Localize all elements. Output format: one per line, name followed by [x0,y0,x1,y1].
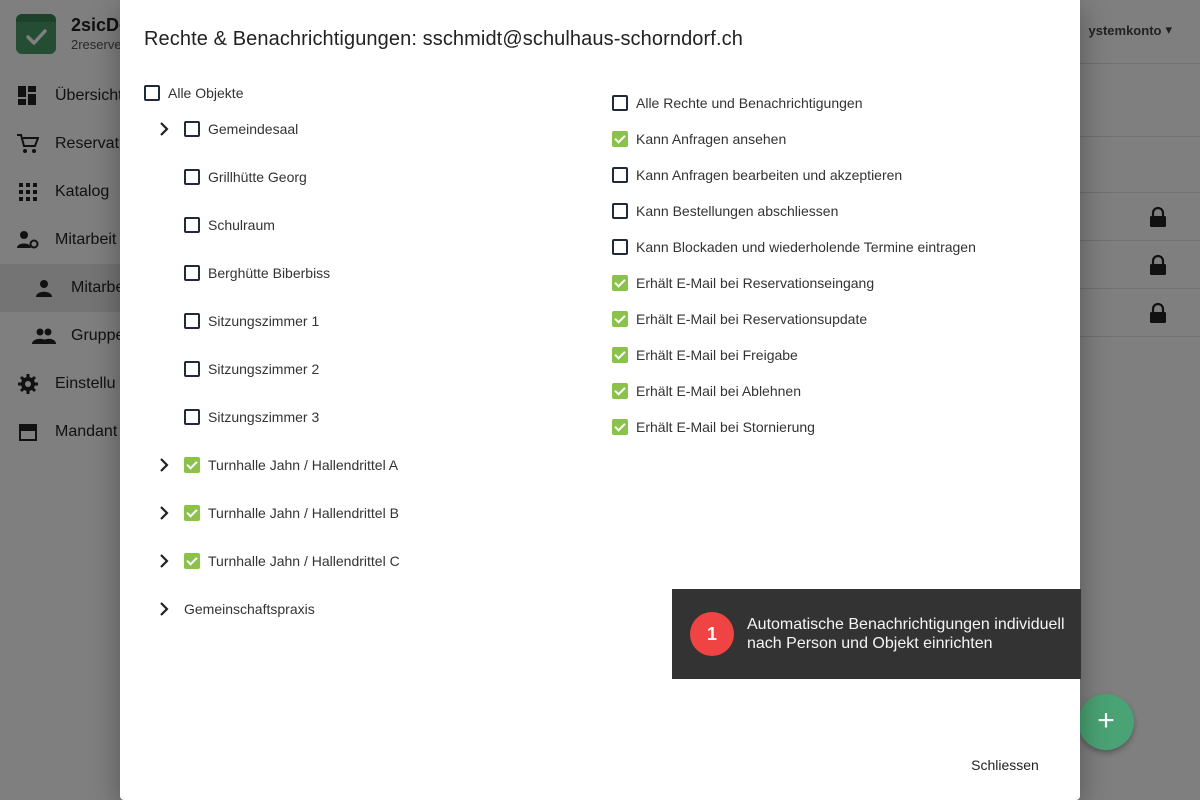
permission-label: Erhält E-Mail bei Reservationseingang [636,275,875,291]
object-label: Sitzungszimmer 3 [208,409,320,425]
permission-label: Erhält E-Mail bei Stornierung [636,419,815,435]
permission-label: Kann Blockaden und wiederholende Termine eintragen [636,239,976,255]
object-item[interactable] [184,213,275,237]
checkbox[interactable] [184,265,200,281]
object-item[interactable] [184,117,298,141]
checkbox[interactable] [612,95,628,111]
object-label: Schulraum [208,217,275,233]
checkbox[interactable] [184,169,200,185]
chevron-right-icon[interactable] [156,121,172,137]
checkbox[interactable] [612,311,628,327]
object-label: Turnhalle Jahn / Hallendrittel C [208,553,400,569]
object-label: Berghütte Biberbiss [208,265,331,281]
object-item[interactable] [184,501,399,525]
permission-label: Kann Anfragen ansehen [636,131,787,147]
checkbox[interactable] [184,121,200,137]
object-item[interactable] [184,453,398,477]
dialog-title: Rechte & Benachrichtigungen: sschmidt@schulhaus-schorndorf.ch [144,28,743,50]
object-item[interactable] [184,597,315,621]
object-item[interactable] [184,549,400,573]
chevron-right-icon[interactable] [156,553,172,569]
chevron-right-icon[interactable] [156,457,172,473]
object-item[interactable] [184,357,319,381]
checkbox[interactable] [612,419,628,435]
callout-text: Automatische Benachrichtigungen individuell nach Person und Objekt einrichten [747,616,1065,652]
object-label: Gemeindesaal [208,121,299,137]
checkbox[interactable] [184,505,200,521]
object-label: Grillhütte Georg [208,169,307,185]
checkbox[interactable] [184,361,200,377]
checkbox[interactable] [184,457,200,473]
permission-label: Kann Bestellungen abschliessen [636,203,839,219]
checkbox[interactable] [612,275,628,291]
checkbox[interactable] [184,409,200,425]
object-item[interactable] [184,405,319,429]
checkbox[interactable] [612,239,628,255]
all-objects-checkbox[interactable] [144,81,243,105]
permission-label: Alle Rechte und Benachrichtigungen [636,95,863,111]
close-button[interactable]: Schliessen [960,752,1050,778]
step-badge: 1 [690,612,734,656]
checkbox[interactable] [612,383,628,399]
permission-item[interactable] [612,271,874,295]
checkbox[interactable] [612,131,628,147]
checkbox[interactable] [144,85,160,101]
permission-label: Kann Anfragen bearbeiten und akzeptieren [636,167,903,183]
permission-item[interactable] [612,163,902,187]
permission-item[interactable] [612,415,815,439]
permission-item[interactable] [612,199,838,223]
feature-callout [672,589,1081,679]
checkbox[interactable] [612,203,628,219]
checkbox[interactable] [612,347,628,363]
permission-label: Erhält E-Mail bei Freigabe [636,347,798,363]
object-item[interactable] [184,165,307,189]
chevron-right-icon[interactable] [156,505,172,521]
checkbox[interactable] [184,313,200,329]
object-label: Sitzungszimmer 2 [208,361,320,377]
permission-item[interactable] [612,379,801,403]
permission-label: Erhält E-Mail bei Ablehnen [636,383,801,399]
object-label: Sitzungszimmer 1 [208,313,320,329]
permission-item[interactable] [612,307,867,331]
permissions-dialog [120,0,1080,800]
object-label: Turnhalle Jahn / Hallendrittel A [208,457,399,473]
permission-label: Erhält E-Mail bei Reservationsupdate [636,311,868,327]
add-button[interactable]: + [1078,694,1134,750]
permission-item[interactable] [612,91,863,115]
permission-item[interactable] [612,343,798,367]
object-item[interactable] [184,261,330,285]
permission-item[interactable] [612,235,976,259]
object-label: Turnhalle Jahn / Hallendrittel B [208,505,399,521]
checkbox[interactable] [184,553,200,569]
object-item[interactable] [184,309,319,333]
checkbox[interactable] [184,217,200,233]
permission-item[interactable] [612,127,786,151]
checkbox[interactable] [612,167,628,183]
object-label: Gemeinschaftspraxis [184,601,315,617]
checkbox-label: Alle Objekte [168,85,244,101]
chevron-right-icon[interactable] [156,601,172,617]
